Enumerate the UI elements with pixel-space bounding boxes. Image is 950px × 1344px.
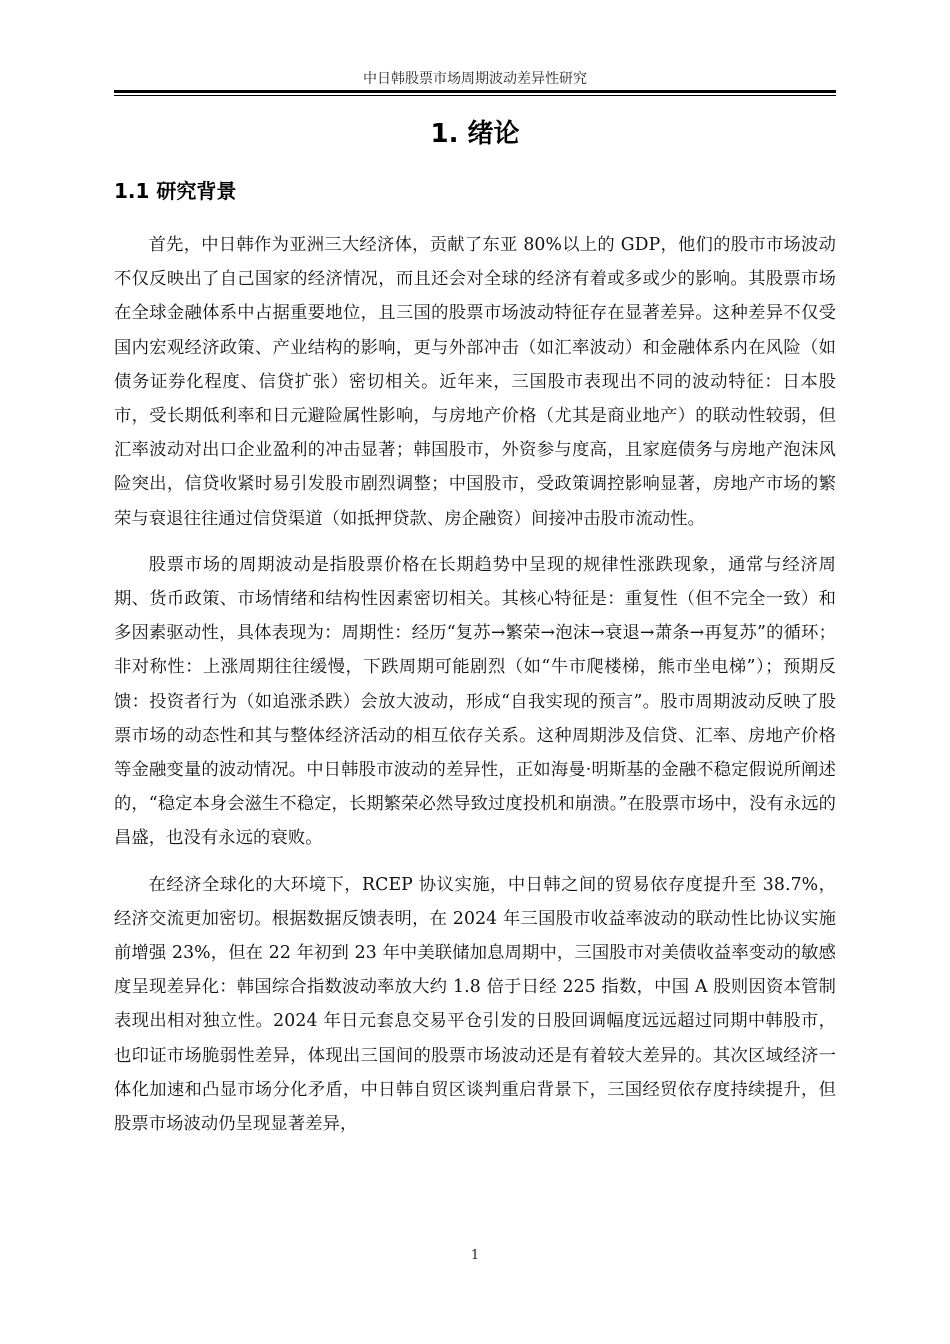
section-title: 1.1 研究背景 (114, 179, 237, 203)
page-number: 1 (470, 1248, 480, 1263)
chapter-title: 1. 绪论 (430, 119, 520, 149)
header-rule (114, 90, 836, 93)
header-rule-thin (114, 95, 836, 96)
paragraph-3: 在经济全球化的大环境下，RCEP 协议实施，中日韩之间的贸易依存度提升至 38.7%，经济交流更加密切。根据数据反馈表明，在 2024 年三国股市收益率波动的联动性比协议实施前增强 23%，但在 22 年初到 23 年中美联储加息周期中，三国股市对美债收益率变动的敏感度呈现差异化：韩国综合指数波动率放大约 1.8 倍于日经 225 指数，中国 A 股则因资本管制表现出相对独立性。2024 年日元套息交易平仓引发的日股回调幅度远远超过同期中韩股市，也印证市场脆弱性差异，体现出三国间的股票市场波动还是有着较大差异的。其次区域经济一体化加速和凸显市场分化矛盾，中日韩自贸区谈判重启背景下，三国经贸依存度持续提升，但股票市场波动仍呈现显著差异， (114, 874, 836, 1135)
running-header: 中日韩股票市场周期波动差异性研究 (363, 71, 587, 87)
paragraph-1: 首先，中日韩作为亚洲三大经济体，贡献了东亚 80%以上的 GDP，他们的股市市场波动不仅反映出了自己国家的经济情况，而且还会对全球的经济有着或多或少的影响。其股票市场在全球金融体系中占据重要地位，且三国的股票市场波动特征存在显著差异。这种差异不仅受国内宏观经济政策、产业结构的影响，更与外部冲击（如汇率波动）和金融体系内在风险（如债务证券化程度、信贷扩张）密切相关。近年来，三国股市表现出不同的波动特征：日本股市，受长期低利率和日元避险属性影响，与房地产价格（尤其是商业地产）的联动性较弱，但汇率波动对出口企业盈利的冲击显著；韩国股市，外资参与度高，且家庭债务与房地产泡沫风险突出，信贷收紧时易引发股市剧烈调整；中国股市，受政策调控影响显著，房地产市场的繁荣与衰退往往通过信贷渠道（如抵押贷款、房企融资）间接冲击股市流动性。 (114, 235, 836, 529)
body-text (114, 228, 836, 1153)
paragraph-2: 股票市场的周期波动是指股票价格在长期趋势中呈现的规律性涨跌现象，通常与经济周期、货币政策、市场情绪和结构性因素密切相关。其核心特征是：重复性（但不完全一致）和多因素驱动性，具体表现为：周期性：经历“复苏→繁荣→泡沫→衰退→萧条→再复苏”的循环；非对称性：上涨周期往往缓慢，下跌周期可能剧烈（如“牛市爬楼梯，熊市坐电梯”）；预期反馈：投资者行为（如追涨杀跌）会放大波动，形成“自我实现的预言”。股市周期波动反映了股票市场的动态性和其与整体经济活动的相互依存关系。这种周期涉及信贷、汇率、房地产价格等金融变量的波动情况。中日韩股市波动的差异性，正如海曼·明斯基的金融不稳定假说所阐述的，“稳定本身会滋生不稳定，长期繁荣必然导致过度投机和崩溃。”在股票市场中，没有永远的昌盛，也没有永远的衰败。 (114, 554, 836, 849)
